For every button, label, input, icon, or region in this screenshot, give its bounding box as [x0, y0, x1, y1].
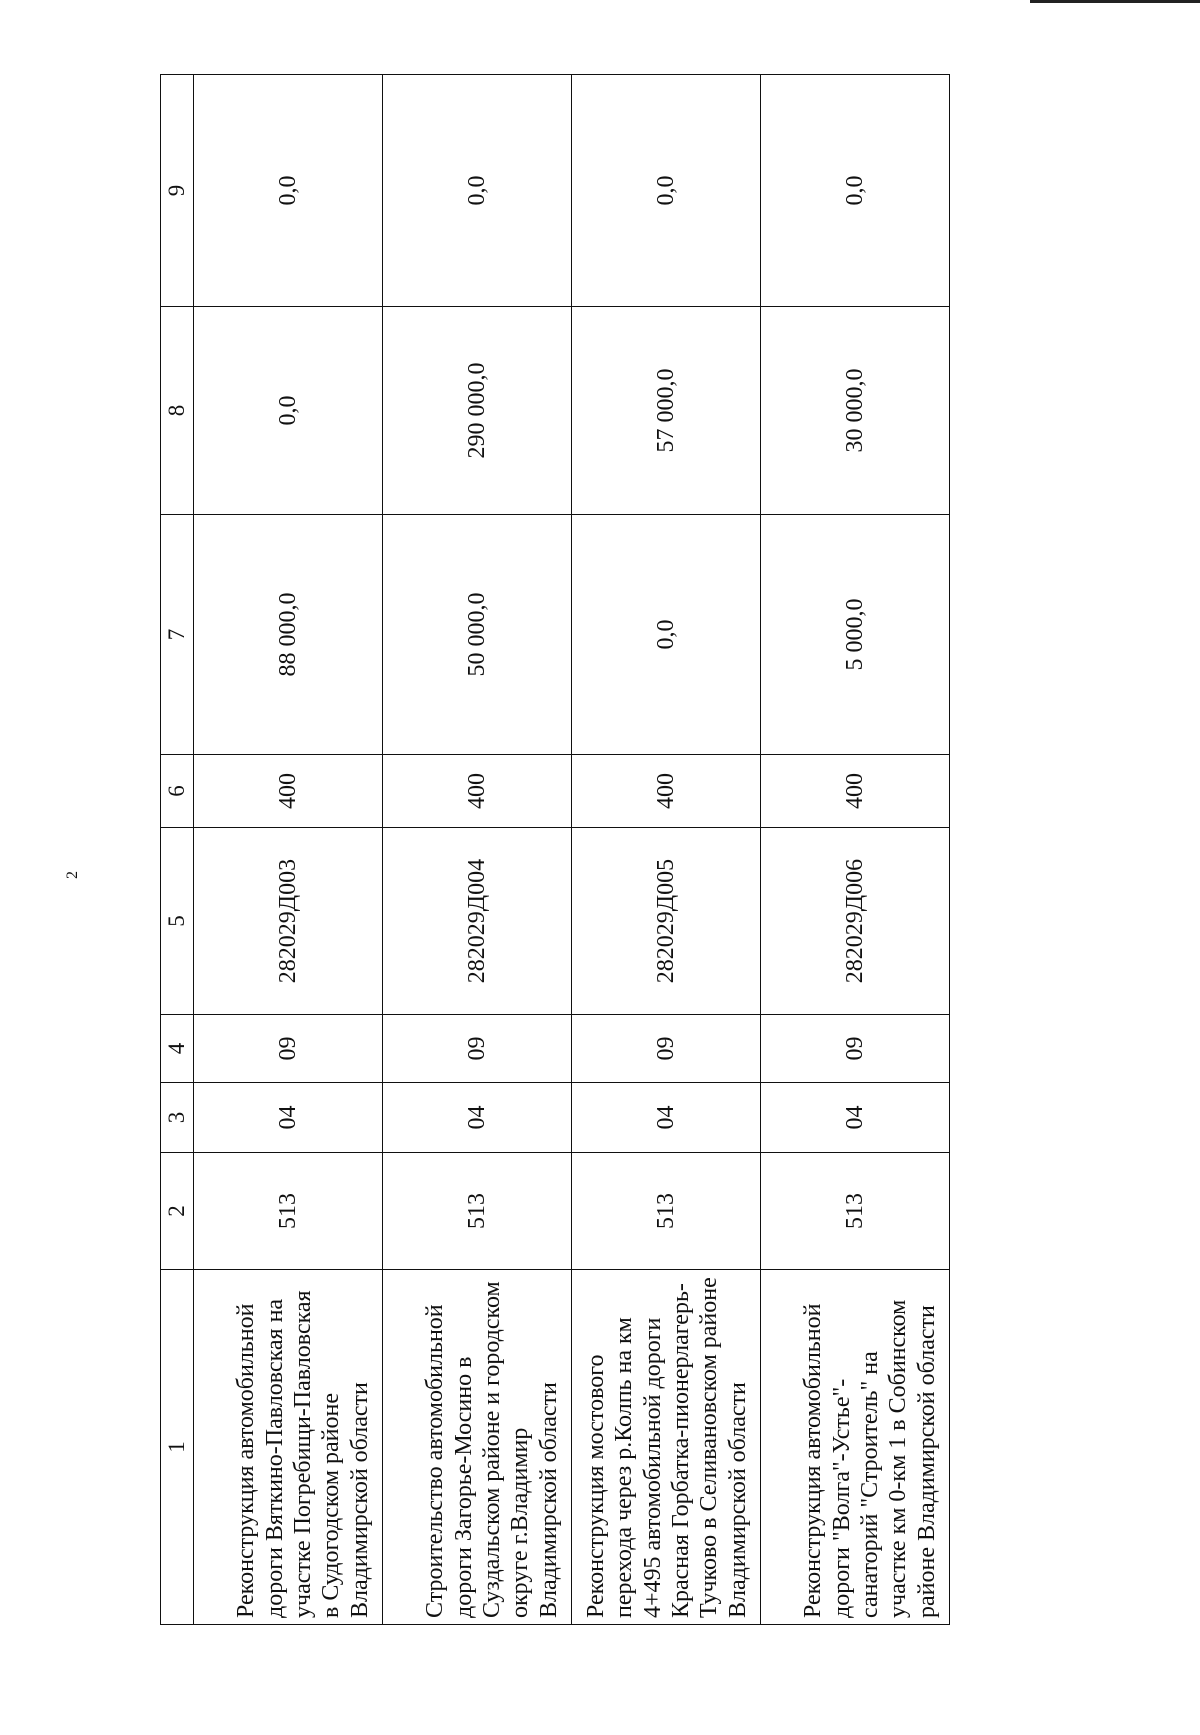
project-name-cell: Строительство автомобильной дороги Загорье-Мосино в Суздальском районе и городском округе г.Владимир Владимирской области: [383, 1270, 572, 1625]
table-cell: 0,0: [572, 515, 761, 755]
table-cell: 400: [194, 755, 383, 828]
table-cell: 513: [761, 1153, 950, 1270]
table-cell: 513: [572, 1153, 761, 1270]
table-cell: 09: [572, 1015, 761, 1083]
column-header: 2: [161, 1153, 194, 1270]
table-cell: 282029Д006: [761, 828, 950, 1015]
table-cell: 5 000,0: [761, 515, 950, 755]
table-cell: 30 000,0: [761, 307, 950, 515]
table-cell: 282029Д004: [383, 828, 572, 1015]
table-cell: 09: [383, 1015, 572, 1083]
table-cell: 09: [761, 1015, 950, 1083]
budget-table-container: [160, 75, 950, 1625]
table-cell: 88 000,0: [194, 515, 383, 755]
table-cell: 513: [383, 1153, 572, 1270]
table-cell: 290 000,0: [383, 307, 572, 515]
column-header: 5: [161, 828, 194, 1015]
table-cell: 282029Д003: [194, 828, 383, 1015]
table-cell: 0,0: [383, 75, 572, 307]
scan-edge-line: [1030, 0, 1200, 3]
table-row: [761, 75, 950, 1625]
table-row: [572, 75, 761, 1625]
table-cell: 282029Д005: [572, 828, 761, 1015]
table-cell: 0,0: [194, 75, 383, 307]
column-header: 8: [161, 307, 194, 515]
table-cell: 50 000,0: [383, 515, 572, 755]
column-header: 6: [161, 755, 194, 828]
project-name-cell: Реконструкция автомобильной дороги "Волга"-Устье"-санаторий "Строитель" на участке км 0-км 1 в Собинском районе Владимирской области: [761, 1270, 950, 1625]
table-cell: 57 000,0: [572, 307, 761, 515]
page-number: 2: [64, 871, 81, 879]
table-cell: 0,0: [572, 75, 761, 307]
budget-table: [160, 74, 950, 1625]
table-cell: 0,0: [194, 307, 383, 515]
table-cell: 09: [194, 1015, 383, 1083]
table-cell: 04: [761, 1083, 950, 1153]
table-row: [194, 75, 383, 1625]
table-cell: 04: [383, 1083, 572, 1153]
project-name-cell: Реконструкция мостового перехода через р.Колпь на км 4+495 автомобильной дороги Красная Горбатка-пионерлагерь-Тучково в Селивановском районе Владимирской области: [572, 1270, 761, 1625]
table-cell: 400: [383, 755, 572, 828]
table-cell: 513: [194, 1153, 383, 1270]
table-cell: 400: [572, 755, 761, 828]
header-row: [161, 75, 194, 1625]
table-row: [383, 75, 572, 1625]
table-cell: 04: [572, 1083, 761, 1153]
column-header: 1: [161, 1270, 194, 1625]
table-cell: 0,0: [761, 75, 950, 307]
table-cell: 400: [761, 755, 950, 828]
column-header: 3: [161, 1083, 194, 1153]
column-header: 4: [161, 1015, 194, 1083]
column-header: 9: [161, 75, 194, 307]
column-header: 7: [161, 515, 194, 755]
table-cell: 04: [194, 1083, 383, 1153]
project-name-cell: Реконструкция автомобильной дороги Вяткино-Павловская на участке Погребищи-Павловская в Судогодском районе Владимирской области: [194, 1270, 383, 1625]
